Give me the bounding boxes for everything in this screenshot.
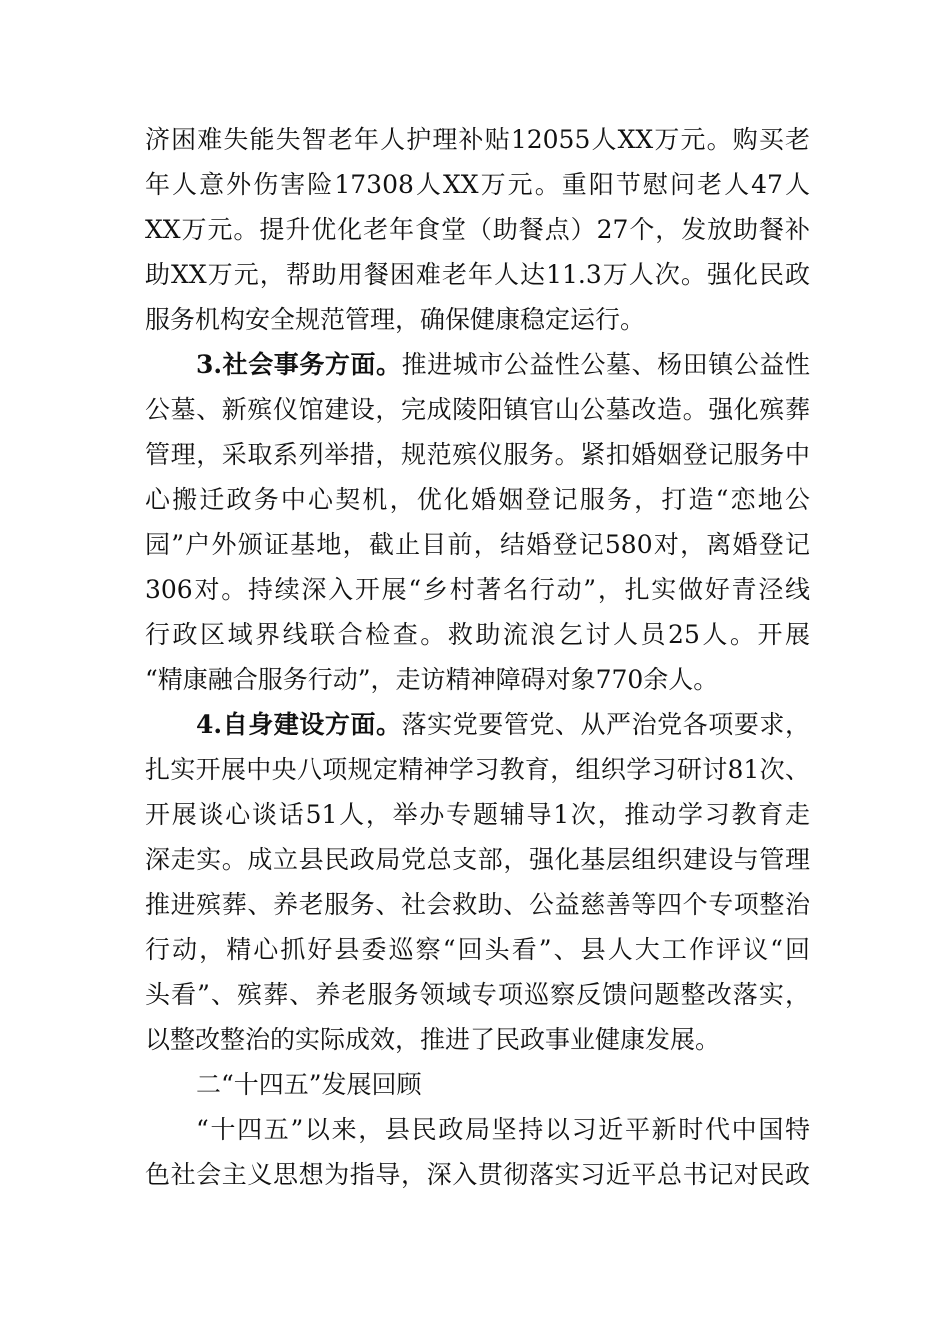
text-line: 助XX万元，帮助用餐困难老年人达11.3万人次。强化民政 [145,260,810,289]
text-line: 头看”、殡葬、养老服务领域专项巡察反馈问题整改落实， [145,980,810,1009]
text-line: 以整改整治的实际成效，推进了民政事业健康发展。 [145,1025,721,1054]
text-line: 行动，精心抓好县委巡察“回头看”、县人大工作评议“回 [145,935,810,964]
text-line: 推进殡葬、养老服务、社会救助、公益慈善等四个专项整治 [145,890,810,919]
text-line [196,343,810,387]
text-span: 推进城市公益性公墓、杨田镇公益性 [401,350,810,379]
text-line: 色社会主义思想为指导，深入贯彻落实习近平总书记对民政 [145,1160,810,1189]
text-line [196,703,810,747]
text-line: 深走实。成立县民政局党总支部，强化基层组织建设与管理 [145,845,810,874]
text-line: “精康融合服务行动”，走访精神障碍对象770余人。 [145,665,719,694]
text-line: 开展谈心谈话51人，举办专题辅导1次，推动学习教育走 [145,800,810,829]
text-line: XX万元。提升优化老年食堂（助餐点）27个，发放助餐补 [145,215,810,244]
text-line: 管理，采取系列举措，规范殡仪服务。紧扣婚姻登记服务中 [145,440,810,469]
text-line: 扎实开展中央八项规定精神学习教育，组织学习研讨81次、 [145,755,810,784]
text-line: 心搬迁政务中心契机，优化婚姻登记服务，打造“恋地公 [145,485,810,514]
paragraph-heading: 3.社会事务方面。 [196,350,402,379]
text-line: 公墓、新殡仪馆建设，完成陵阳镇官山公墓改造。强化殡葬 [145,395,810,424]
text-line: 年人意外伤害险17308人XX万元。重阳节慰问老人47人 [145,170,810,199]
text-line: 行政区域界线联合检查。救助流浪乞讨人员25人。开展 [145,620,810,649]
text-line: “十四五”以来，县民政局坚持以习近平新时代中国特 [196,1115,810,1144]
text-span: 落实党要管党、从严治党各项要求， [401,710,810,739]
paragraph-heading: 4.自身建设方面。 [196,710,402,739]
text-line: 服务机构安全规范管理，确保健康稳定运行。 [145,305,646,334]
text-line: 济困难失能失智老年人护理补贴12055人XX万元。购买老 [145,125,810,154]
text-line: 园”户外颁证基地，截止目前，结婚登记580对，离婚登记 [145,530,810,559]
text-line: 306对。持续深入开展“乡村著名行动”，扎实做好青泾线 [145,575,810,604]
section-heading: 二“十四五”发展回顾 [196,1070,422,1099]
